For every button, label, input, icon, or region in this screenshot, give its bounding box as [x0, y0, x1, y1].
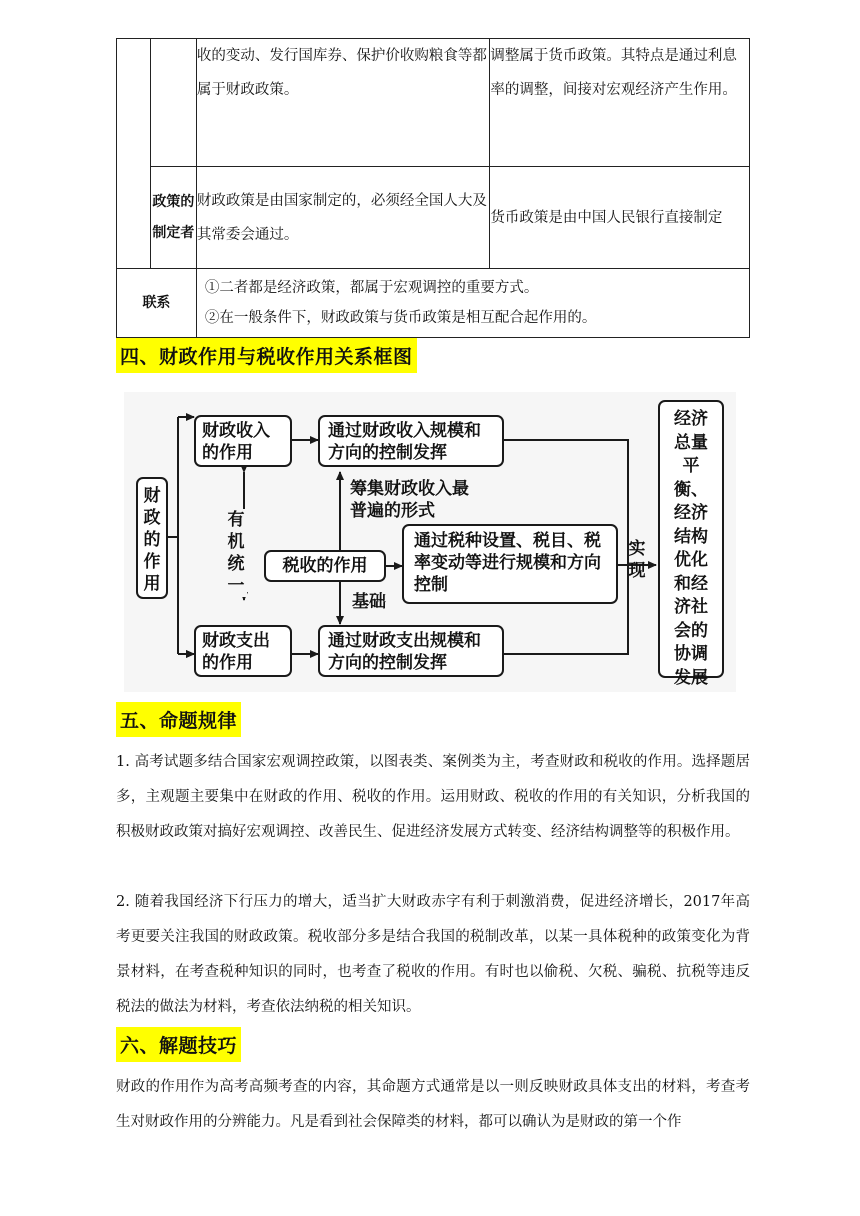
monetary-policy-cell: 货币政策是由中国人民银行直接制定: [490, 167, 750, 269]
row-header-relation: 联系: [117, 269, 197, 338]
section-heading-5: 五、命题规律: [116, 702, 241, 737]
relation-diagram: [124, 392, 736, 692]
row-header: [150, 39, 196, 167]
section-heading-6: 六、解题技巧: [116, 1027, 241, 1062]
fiscal-expenditure-box: 财政支出的作用: [194, 625, 292, 677]
section-heading-4: 四、财政作用与税收作用关系框图: [116, 338, 417, 373]
paragraph: 财政的作用作为高考高频考查的内容，其命题方式通常是以一则反映财政具体支出的材料，考查考生对财政作用的分辨能力。凡是看到社会保障类的材料，都可以确认为是财政的第一个作: [116, 1079, 750, 1130]
basis-label: 基础: [352, 592, 386, 612]
realize-label: 实现: [628, 539, 646, 581]
fiscal-policy-cell: 收的变动、发行国库券、保护价收购粮食等都属于财政政策。: [196, 39, 490, 167]
result-box: 经济总量平衡、经济结构优化和经济社会的协调发展: [658, 400, 724, 678]
monetary-policy-cell: 调整属于货币政策。其特点是通过利息率的调整，间接对宏观经济产生作用。: [490, 39, 750, 167]
expenditure-control-box: 通过财政支出规模和方向的控制发挥: [318, 625, 504, 677]
row-header-policy-maker: 政策的制定者: [150, 167, 196, 269]
table-row: [117, 167, 750, 269]
fiscal-role-box: 财政的作用: [136, 477, 168, 599]
relation-item: ②在一般条件下，财政政策与货币政策是相互配合起作用的。: [204, 310, 597, 326]
policy-comparison-table: [116, 38, 750, 338]
bracket-line: [168, 417, 194, 654]
table-merged-cell: [117, 39, 151, 269]
fiscal-income-box: 财政收入的作用: [194, 415, 292, 467]
table-row: [117, 39, 750, 167]
tax-control-box: 通过税种设置、税目、税率变动等进行规模和方向控制: [402, 524, 618, 604]
table-row: [117, 269, 750, 338]
paragraph: 1. 高考试题多结合国家宏观调控政策，以图表类、案例类为主，考查财政和税收的作用。选择题居多，主观题主要集中在财政的作用、税收的作用。运用财政、税收的作用的有关知识，分析我国的积极财政政策对搞好宏观调控、改善民生、促进经济发展方式转变、经济结构调整等的积极作用。: [116, 754, 750, 840]
unity-label: 有机统一: [225, 509, 247, 597]
relation-item: ①二者都是经济政策，都属于宏观调控的重要方式。: [204, 280, 539, 296]
tax-income-label: 筹集财政收入最普遍的形式: [350, 478, 480, 522]
paragraph: 2. 随着我国经济下行压力的增大，适当扩大财政赤字有利于刺激消费，促进经济增长，2017年高考更要关注我国的财政政策。税收部分多是结合我国的税制改革，以某一具体税种的政策变化为背景材料，在考查税种知识的同时，也考查了税收的作用。有时也以偷税、欠税、骗税、抗税等违反税法的做法为材料，考查依法纳税的相关知识。: [116, 894, 750, 1015]
income-control-box: 通过财政收入规模和方向的控制发挥: [318, 415, 504, 467]
fiscal-policy-cell: 财政政策是由国家制定的，必须经全国人大及其常委会通过。: [196, 167, 490, 269]
tax-role-box: 税收的作用: [264, 550, 386, 582]
relation-cell: [196, 269, 749, 338]
